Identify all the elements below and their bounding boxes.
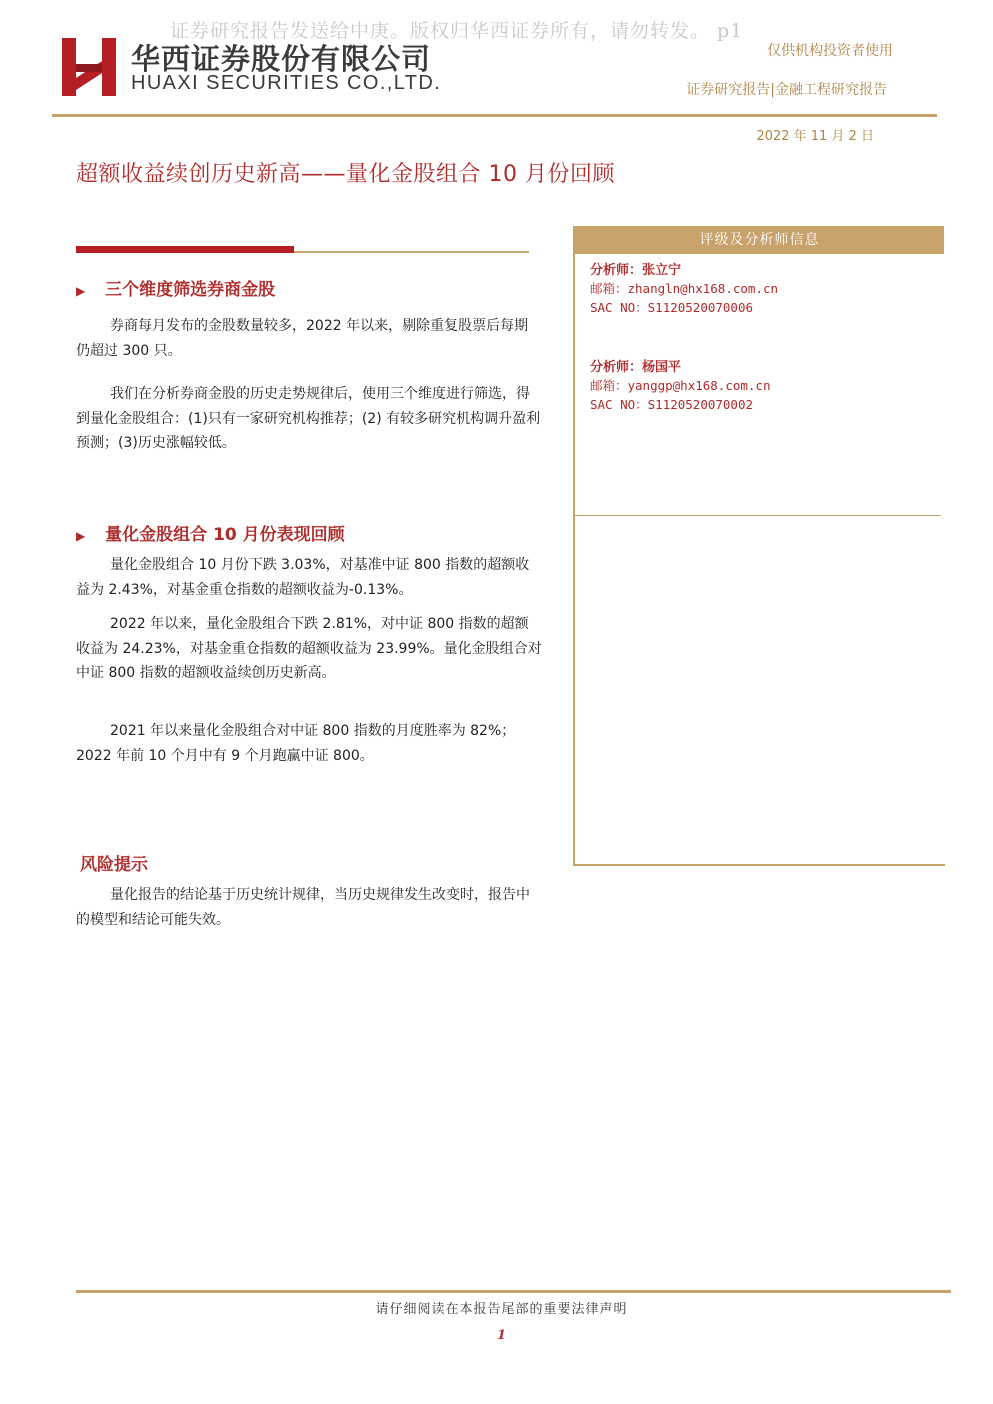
analyst-sidebar	[573, 226, 945, 866]
audience-label: 仅供机构投资者使用	[767, 43, 893, 59]
analyst-name: 分析师：张立宁	[590, 263, 682, 278]
sidebar-title: 评级及分析师信息	[575, 226, 944, 254]
analyst-sac: SAC NO：S1120520070006	[590, 300, 754, 315]
brand-name-en: HUAXI SECURITIES CO.,LTD.	[131, 72, 442, 94]
section-heading	[76, 520, 345, 545]
paragraph: 我们在分析券商金股的历史走势规律后，使用三个维度进行筛选，得到量化金股组合：(1)只有一家研究机构推荐；(2) 有较多研究机构调升盈利预测；(3)历史涨幅较低。	[76, 386, 541, 451]
section-heading	[76, 275, 275, 300]
sidebar-divider	[575, 515, 941, 516]
triangle-right-icon: ▶	[76, 529, 86, 543]
section-bar-line	[294, 251, 529, 253]
paragraph: 量化金股组合 10 月份下跌 3.03%，对基准中证 800 指数的超额收益为 2.43%，对基金重仓指数的超额收益为-0.13%。	[76, 557, 530, 598]
risk-heading: 风险提示	[80, 855, 148, 875]
analyst-name: 分析师：杨国平	[590, 360, 682, 375]
page-title: 超额收益续创历史新高——量化金股组合 10 月份回顾	[76, 162, 615, 187]
page-number: 1	[496, 1328, 507, 1343]
watermark: 证券研究报告发送给中庚。版权归华西证券所有，请勿转发。 p1	[170, 20, 744, 42]
report-type: 证券研究报告|金融工程研究报告	[686, 82, 887, 98]
paragraph: 2021 年以来量化金股组合对中证 800 指数的月度胜率为 82%；2022 年前 10 个月中有 9 个月跑赢中证 800。	[76, 723, 516, 764]
risk-paragraph: 量化报告的结论基于历史统计规律，当历史规律发生改变时，报告中的模型和结论可能失效。	[76, 887, 530, 928]
paragraph: 2022 年以来，量化金股组合下跌 2.81%，对中证 800 指数的超额收益为 24.23%，对基金重仓指数的超额收益为 23.99%。量化金股组合对中证 800 指数的超额收益续创历史新高。	[76, 616, 542, 681]
analyst-email[interactable]: 邮箱：zhangln@hx168.com.cn	[590, 281, 779, 296]
footer-divider	[76, 1290, 951, 1293]
triangle-right-icon: ▶	[76, 284, 86, 298]
section-heading-text: 量化金股组合 10 月份表现回顾	[105, 525, 345, 545]
brand-name-cn: 华西证券股份有限公司	[131, 42, 432, 76]
analyst-email[interactable]: 邮箱：yanggp@hx168.com.cn	[590, 378, 771, 393]
section-bar	[76, 246, 294, 253]
report-date: 2022 年 11 月 2 日	[756, 129, 874, 144]
huaxi-logo-icon	[62, 38, 116, 96]
paragraph: 券商每月发布的金股数量较多，2022 年以来，剔除重复股票后每期仍超过 300 只。	[76, 318, 529, 359]
header-divider	[52, 114, 937, 117]
footer-disclaimer: 请仔细阅读在本报告尾部的重要法律声明	[375, 1302, 628, 1317]
section-heading-text: 三个维度筛选券商金股	[105, 280, 276, 300]
analyst-sac: SAC NO：S1120520070002	[590, 397, 754, 412]
